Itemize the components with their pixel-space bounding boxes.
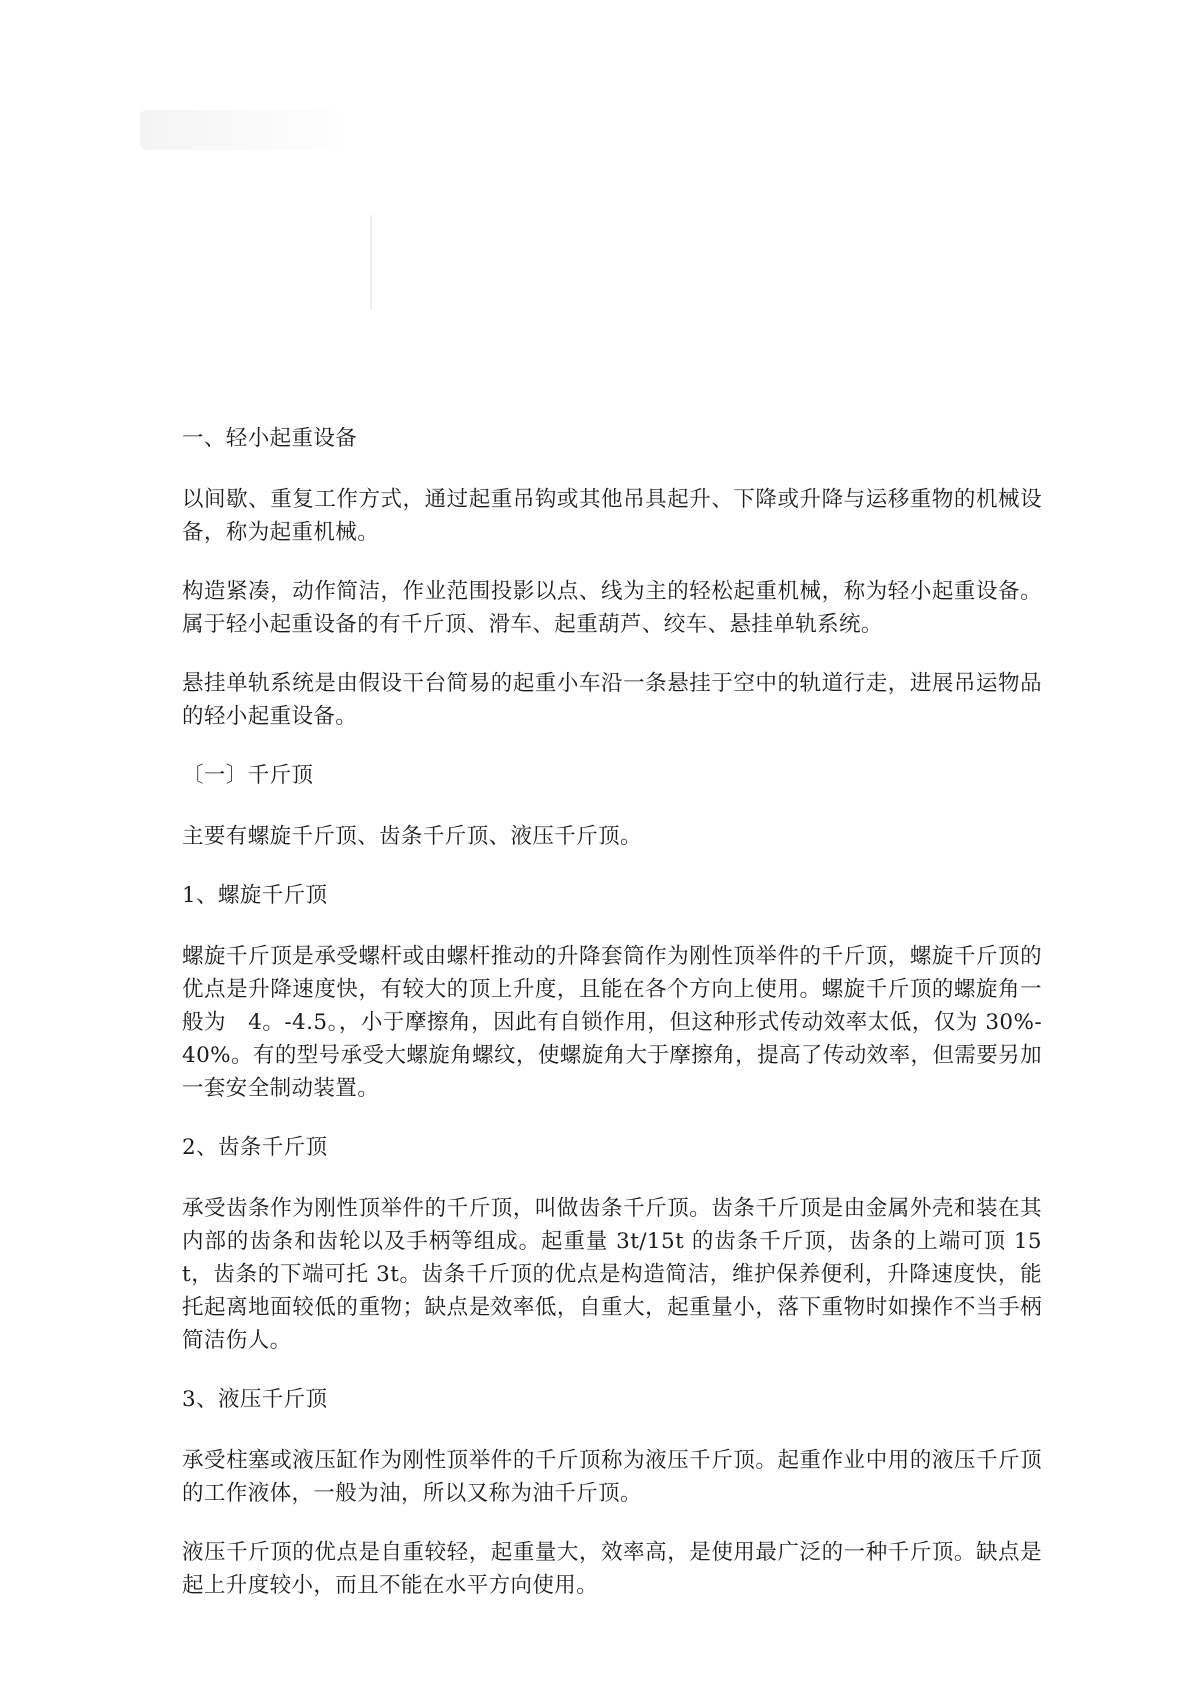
section-heading-light-lifting-equipment: 一、轻小起重设备 [182,426,358,451]
paragraph-lifting-machinery-definition: 以间歇、重复工作方式，通过起重吊钩或其他吊具起升、下降或升降与运移重物的机械设备，称为起重机械。 [182,487,1042,545]
paragraph-rack-jack: 承受齿条作为刚性顶举件的千斤顶，叫做齿条千斤顶。齿条千斤顶是由金属外壳和装在其内部的齿条和齿轮以及手柄等组成。起重量 3t/15t 的齿条千斤顶，齿条的上端可顶 15t，齿条的下端可托 3t。齿条千斤顶的优点是构造简洁，维护保养便利，升降速度快，能托起离地面较低的重物；缺点是效率低，自重大，起重量小，落下重物时如操作不当手柄简洁伤人。 [182,1196,1042,1353]
heading-screw-jack: 1、螺旋千斤顶 [182,883,328,908]
subsection-heading-jacks: 〔一〕千斤顶 [182,763,314,788]
faded-header-mark [140,110,340,150]
paragraph-monorail-system: 悬挂单轨系统是由假设干台简易的起重小车沿一条悬挂于空中的轨道行走，进展吊运物品的轻小起重设备。 [182,671,1042,729]
heading-hydraulic-jack: 3、液压千斤顶 [182,1387,328,1412]
faded-vertical-mark [370,215,372,310]
paragraph-hydraulic-jack-pros-cons: 液压千斤顶的优点是自重较轻，起重量大，效率高，是使用最广泛的一种千斤顶。缺点是起上升度较小，而且不能在水平方向使用。 [182,1540,1042,1598]
document-body [182,422,1042,1628]
paragraph-jack-types: 主要有螺旋千斤顶、齿条千斤顶、液压千斤顶。 [182,824,642,849]
paragraph-light-lifting-equipment-definition: 构造紧凑，动作简洁，作业范围投影以点、线为主的轻松起重机械，称为轻小起重设备。属于轻小起重设备的有千斤顶、滑车、起重葫芦、绞车、悬挂单轨系统。 [182,579,1042,637]
paragraph-screw-jack: 螺旋千斤顶是承受螺杆或由螺杆推动的升降套筒作为刚性顶举件的千斤顶，螺旋千斤顶的优点是升降速度快，有较大的顶上升度，且能在各个方向上使用。螺旋千斤顶的螺旋角一般为 4。-4.5。，小于摩擦角，因此有自锁作用，但这种形式传动效率太低，仅为 30%-40%。有的型号承受大螺旋角螺纹，使螺旋角大于摩擦角，提高了传动效率，但需要另加一套安全制动装置。 [182,944,1042,1101]
heading-rack-jack: 2、齿条千斤顶 [182,1135,328,1160]
paragraph-hydraulic-jack-definition: 承受柱塞或液压缸作为刚性顶举件的千斤顶称为液压千斤顶。起重作业中用的液压千斤顶的工作液体，一般为油，所以又称为油千斤顶。 [182,1448,1042,1506]
